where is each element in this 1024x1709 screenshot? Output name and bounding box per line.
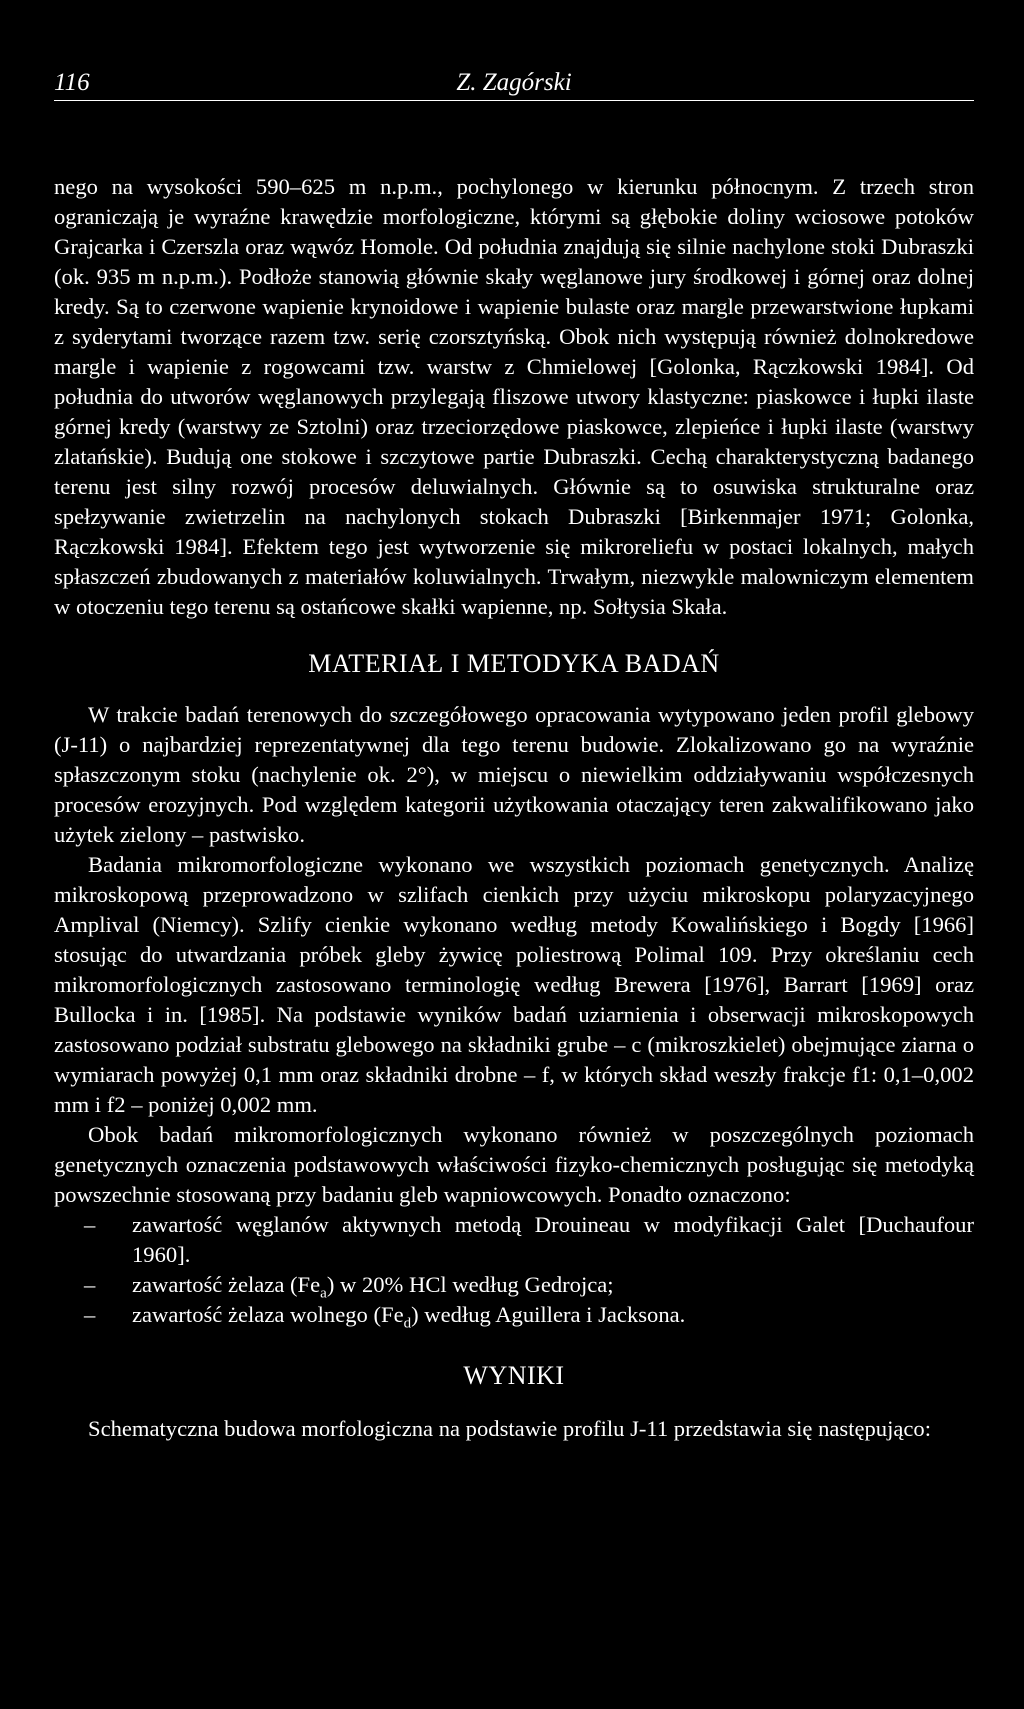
- list-dash: –: [84, 1272, 96, 1297]
- subscript: a: [320, 1285, 327, 1302]
- paragraph-site-description: nego na wysokości 590–625 m n.p.m., pochylonego w kierunku północnym. Z trzech stron ograniczają je wyraźne krawędzie morfologiczne, którymi są głębokie doliny wciosowe potoków Grajcarka i Czerszla oraz wąwóz Homole. Od południa znajdują się silnie nachylone stoki Dubraszki (ok. 935 m n.p.m.). Podłoże stanowią głównie skały węglanowe jury środkowej i górnej oraz dolnej kredy. Są to czerwone wapienie krynoidowe i wapienie bulaste oraz margle przewarstwione łupkami z syderytami tworzące razem tzw. serię czorsztyńską. Obok nich występują również dolnokredowe margle i wapienie z rogowcami tzw. warstw z Chmielowej [Golonka, Rączkowski 1984]. Od południa do utworów węglanowych przylegają fliszowe utwory klastyczne: piaskowce i łupki ilaste górnej kredy (warstwy ze Sztolni) oraz trzeciorzędowe piaskowce, zlepieńce i łupki ilaste (warstwy zlatańskie). Budują one stokowe i szczytowe partie Dubraszki. Cechą charakterystyczną badanego terenu jest silny rozwój procesów deluwialnych. Głównie są to osuwiska strukturalne oraz spełzywanie zwietrzelin na nachylonych stokach Dubraszki [Birkenmajer 1971; Golonka, Rączkowski 1984]. Efektem tego jest wytworzenie się mikroreliefu w postaci lokalnych, małych spłaszczeń zbudowanych z materiałów koluwialnych. Trwałym, niezwykle malowniczym elementem w otoczeniu tego terenu są ostańcowe skałki wapienne, np. Sołtysia Skała.: [54, 174, 974, 619]
- list-item-text: zawartość węglanów aktywnych metodą Drouineau w modyfikacji Galet [Duchaufour 1960].: [132, 1212, 974, 1267]
- list-dash: –: [84, 1302, 96, 1327]
- list-item: [54, 1270, 974, 1300]
- page-number: 116: [54, 69, 90, 96]
- list-item: [54, 1210, 974, 1270]
- list-item-text: zawartość żelaza wolnego $(Fe_d)$ według Aguillera i Jacksona.: [132, 1302, 686, 1332]
- section-heading-results: WYNIKI: [463, 1361, 565, 1390]
- determinations-list: [54, 1210, 974, 1330]
- paragraph-physicochemical: Obok badań mikromorfologicznych wykonano również w poszczególnych poziomach genetycznych oznaczenia podstawowych właściwości fizyko-chemicznych posługując się metodyką powszechnie stosowaną przy badaniu gleb wapniowcowych. Ponadto oznaczono:: [54, 1122, 974, 1207]
- list-item: [54, 1300, 974, 1330]
- subscript: d: [403, 1315, 412, 1332]
- list-item-text: zawartość żelaza $(Fe_a)$ w 20% HCl według Gedrojca;: [132, 1272, 614, 1302]
- body-text: [54, 172, 974, 1444]
- paragraph-micromorphology: Badania mikromorfologiczne wykonano we wszystkich poziomach genetycznych. Analizę mikroskopową przeprowadzono w szlifach cienkich przy użyciu mikroskopu polaryzacyjnego Amplival (Niemcy). Szlify cienkie wykonano według metody Kowalińskiego i Bogdy [1966] stosując do utwardzania próbek gleby żywicę poliestrową Polimal 109. Przy określaniu cech mikromorfologicznych zastosowano terminologię według Brewera [1976], Barrart [1969] oraz Bullocka i in. [1985]. Na podstawie wyników badań uziarnienia i obserwacji mikroskopowych zastosowano podział substratu glebowego na składniki grube – c (mikroszkielet) obejmujące ziarna o wymiarach powyżej 0,1 mm oraz składniki drobne – f, w których skład weszły frakcje f1: 0,1–0,002 mm i f2 – poniżej 0,002 mm.: [54, 852, 974, 1117]
- list-dash: –: [84, 1212, 96, 1237]
- running-title: Z. Zagórski: [456, 69, 572, 96]
- paragraph-field-research: W trakcie badań terenowych do szczegółowego opracowania wytypowano jeden profil glebowy (J-11) o najbardziej reprezentatywnej dla tego terenu budowie. Zlokalizowano go na wyraźnie spłaszczonym stoku (nachylenie ok. 2°), w miejscu o niewielkim oddziaływaniu współczesnych procesów erozyjnych. Pod względem kategorii użytkowania otaczający teren zakwalifikowano jako użytek zielony – pastwisko.: [54, 702, 974, 847]
- paragraph-results-intro: Schematyczna budowa morfologiczna na podstawie profilu J-11 przedstawia się następująco:: [88, 1416, 932, 1441]
- section-heading-material-methods: MATERIAŁ I METODYKA BADAŃ: [308, 649, 720, 678]
- page-header: [54, 68, 974, 101]
